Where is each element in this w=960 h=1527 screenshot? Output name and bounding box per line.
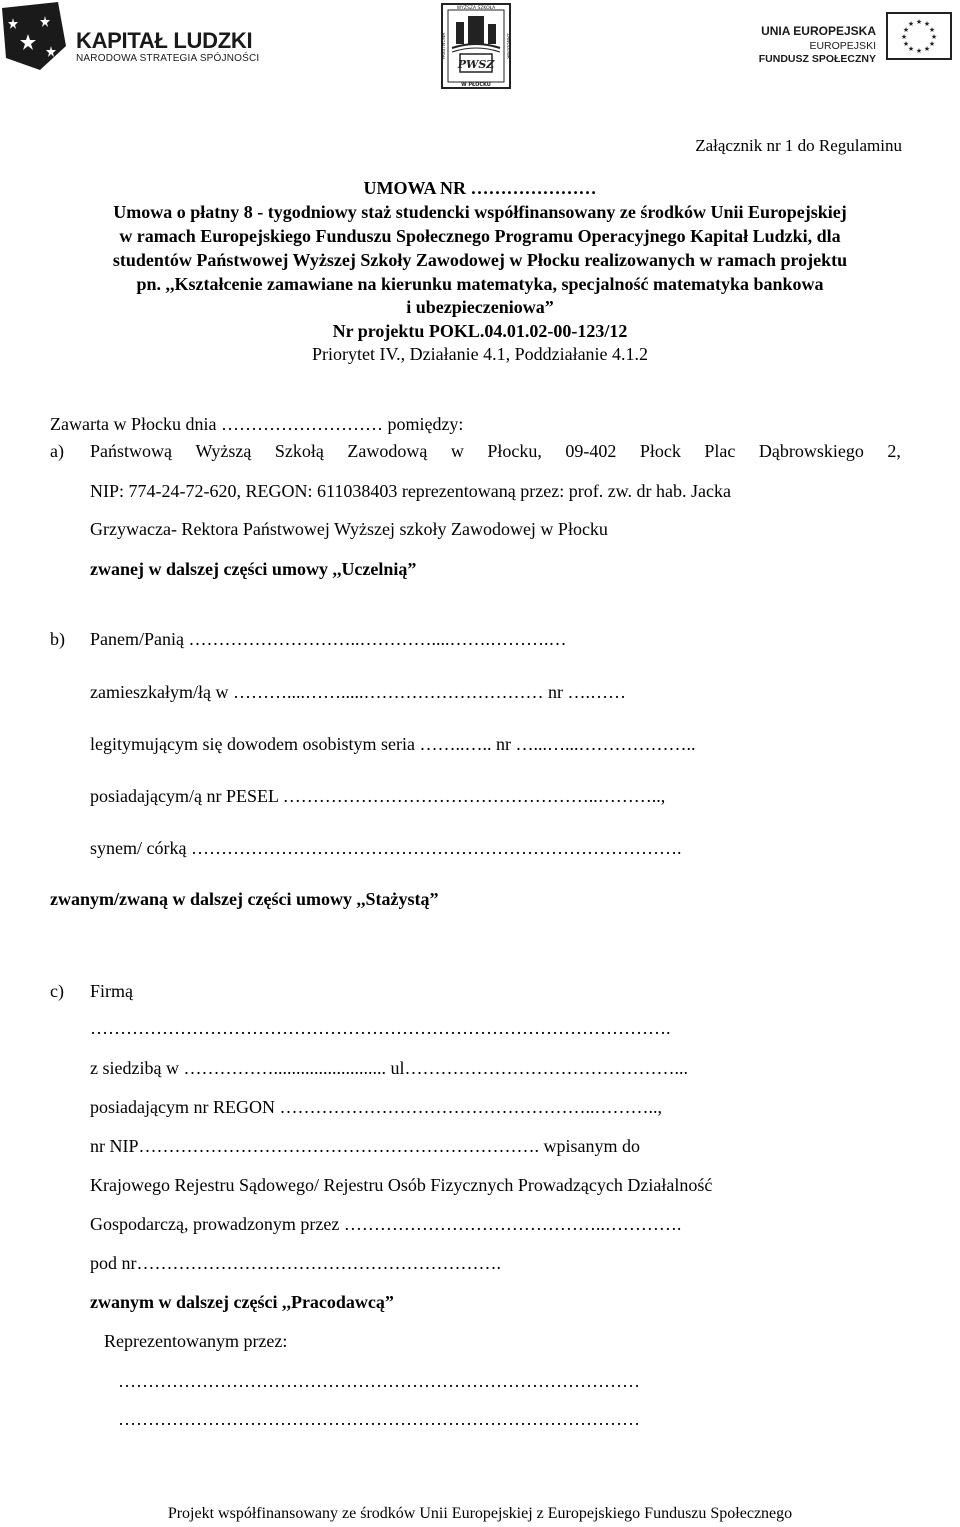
- heading-line: w ramach Europejskiego Funduszu Społecznego Programu Operacyjnego Kapitał Ludzki, dla: [119, 226, 841, 246]
- party-b-alias: zwanym/zwaną w dalszej części umowy ,,Stażystą”: [50, 889, 439, 909]
- party-c-number-line: pod nr…………………………………………………….: [90, 1253, 501, 1273]
- party-a-word: Zawodową: [347, 441, 428, 461]
- kapital-ludzki-logo: [0, 0, 270, 80]
- eu-line1: UNIA EUROPEJSKA: [761, 24, 876, 38]
- party-a-line1: [90, 441, 901, 462]
- kapital-ludzki-title: KAPITAŁ LUDZKI: [76, 28, 253, 53]
- party-a-word: 09-402: [565, 441, 617, 461]
- party-c-kept-by-line: Gospodarczą, prowadzonym przez ……………………………………..………….: [90, 1214, 682, 1234]
- party-b-pesel-line: posiadającym/ą nr PESEL ……………………………………………..………..,: [90, 786, 666, 806]
- eu-line3: FUNDUSZ SPOŁECZNY: [758, 53, 876, 65]
- representative-line: ……………………………………………………………………………: [118, 1409, 640, 1429]
- pwsz-left-text: PAŃSTWOWA: [441, 32, 446, 60]
- pwsz-bottom-text: W PŁOCKU: [461, 82, 491, 88]
- footer-note: Projekt współfinansowany ze środków Unii Europejskiej z Europejskiego Funduszu Społecznego: [167, 1505, 793, 1522]
- party-a-label: a): [50, 441, 64, 461]
- svg-text:★: ★: [915, 18, 923, 26]
- heading-line: Umowa o płatny 8 - tygodniowy staż studencki współfinansowany ze środków Unii Europejskiej: [113, 202, 847, 222]
- svg-text:★: ★: [902, 26, 910, 34]
- attachment-note: Załącznik nr 1 do Regulaminu: [695, 136, 902, 155]
- svg-text:★: ★: [902, 40, 910, 48]
- svg-text:★: ★: [923, 20, 931, 28]
- represented-by-label: Reprezentowanym przez:: [104, 1331, 288, 1351]
- party-c-register-line: Krajowego Rejestru Sądowego/ Rejestru Osób Fizycznych Prowadzących Działalność: [90, 1175, 713, 1195]
- party-b-id-line: legitymującym się dowodem osobistym seria ……..….. nr …...…...………………..: [90, 734, 696, 754]
- svg-text:★: ★: [923, 45, 931, 53]
- party-a-alias: zwanej w dalszej części umowy ,,Uczelnią”: [90, 559, 417, 579]
- party-c-regon-line: posiadającym nr REGON ……………………………………………..………..,: [90, 1097, 662, 1117]
- party-a-word: Szkołą: [274, 441, 324, 461]
- party-a-word: Wyższą: [195, 441, 252, 461]
- pwsz-top-text: WYŻSZA SZKOŁA: [456, 6, 496, 11]
- party-a-word: Państwową: [90, 441, 172, 461]
- pwsz-emblem-icon: [436, 0, 516, 92]
- party-b-name-line: Panem/Panią ………………………..…………....…….……….…: [90, 629, 567, 649]
- party-c-firm-line: …………………………………………………………………………………….: [90, 1018, 671, 1038]
- party-b-parent-line: synem/ córką ……………………………………………………………………….: [90, 838, 682, 858]
- representative-line: ……………………………………………………………………………: [118, 1371, 640, 1391]
- party-a-word: w: [450, 441, 464, 461]
- project-number: Nr projektu POKL.04.01.02-00-123/12: [332, 321, 628, 341]
- concluded-line: Zawarta w Płocku dnia ……………………… pomiędzy:: [50, 414, 464, 434]
- party-c-label: c): [50, 981, 64, 1001]
- party-a-line3: Grzywacza- Rektora Państwowej Wyższej szkoły Zawodowej w Płocku: [90, 519, 608, 539]
- party-a-word: Plac: [704, 441, 736, 461]
- svg-text:★: ★: [907, 45, 915, 53]
- party-c-firm-label: Firmą: [90, 981, 133, 1001]
- party-c-nip-line: nr NIP…………………………………………………………. wpisanym do: [90, 1136, 640, 1156]
- priority-line: Priorytet IV., Działanie 4.1, Poddziałanie 4.1.2: [311, 344, 649, 364]
- pwsz-badge: PWSZ: [457, 58, 495, 71]
- kapital-ludzki-emblem-icon: [0, 0, 72, 80]
- heading-line: pn. ,,Kształcenie zamawiane na kierunku matematyka, specjalność matematyka bankowa: [136, 274, 824, 294]
- svg-text:★: ★: [928, 26, 936, 34]
- heading-line: studentów Państwowej Wyższej Szkoły Zawodowej w Płocku realizowanych w ramach projektu: [112, 250, 848, 270]
- party-a-line2: NIP: 774-24-72-620, REGON: 611038403 reprezentowaną przez: prof. zw. dr hab. Jacka: [90, 481, 731, 501]
- pwsz-logo: [436, 0, 516, 92]
- svg-text:★: ★: [907, 20, 915, 28]
- heading-line: i ubezpieczeniowa”: [406, 297, 554, 317]
- party-b-address-line: zamieszkałym/łą w ………....…….....………………………… nr ….……: [90, 682, 626, 702]
- party-a-word: Płock: [639, 441, 681, 461]
- party-a-word: 2,: [887, 441, 901, 461]
- eu-flag-icon: [886, 12, 952, 60]
- party-c-alias: zwanym w dalszej części ,,Pracodawcą”: [90, 1292, 394, 1312]
- party-c-seat-line: z siedzibą w ……………......................... ul………………………………………...: [90, 1058, 688, 1078]
- eu-line2: EUROPEJSKI: [809, 40, 876, 52]
- svg-text:★: ★: [900, 33, 908, 41]
- svg-text:★: ★: [915, 47, 923, 55]
- party-a-word: Płocku,: [487, 441, 542, 461]
- svg-text:★: ★: [928, 40, 936, 48]
- svg-text:★: ★: [930, 33, 938, 41]
- pwsz-right-text: ZAWODOWA: [506, 33, 511, 59]
- eu-logo: [758, 12, 958, 72]
- party-a-word: Dąbrowskiego: [758, 441, 864, 461]
- kapital-ludzki-subtitle: NARODOWA STRATEGIA SPÓJNOŚCI: [76, 53, 260, 64]
- party-b-label: b): [50, 629, 65, 649]
- contract-number: UMOWA NR …………………: [363, 178, 597, 198]
